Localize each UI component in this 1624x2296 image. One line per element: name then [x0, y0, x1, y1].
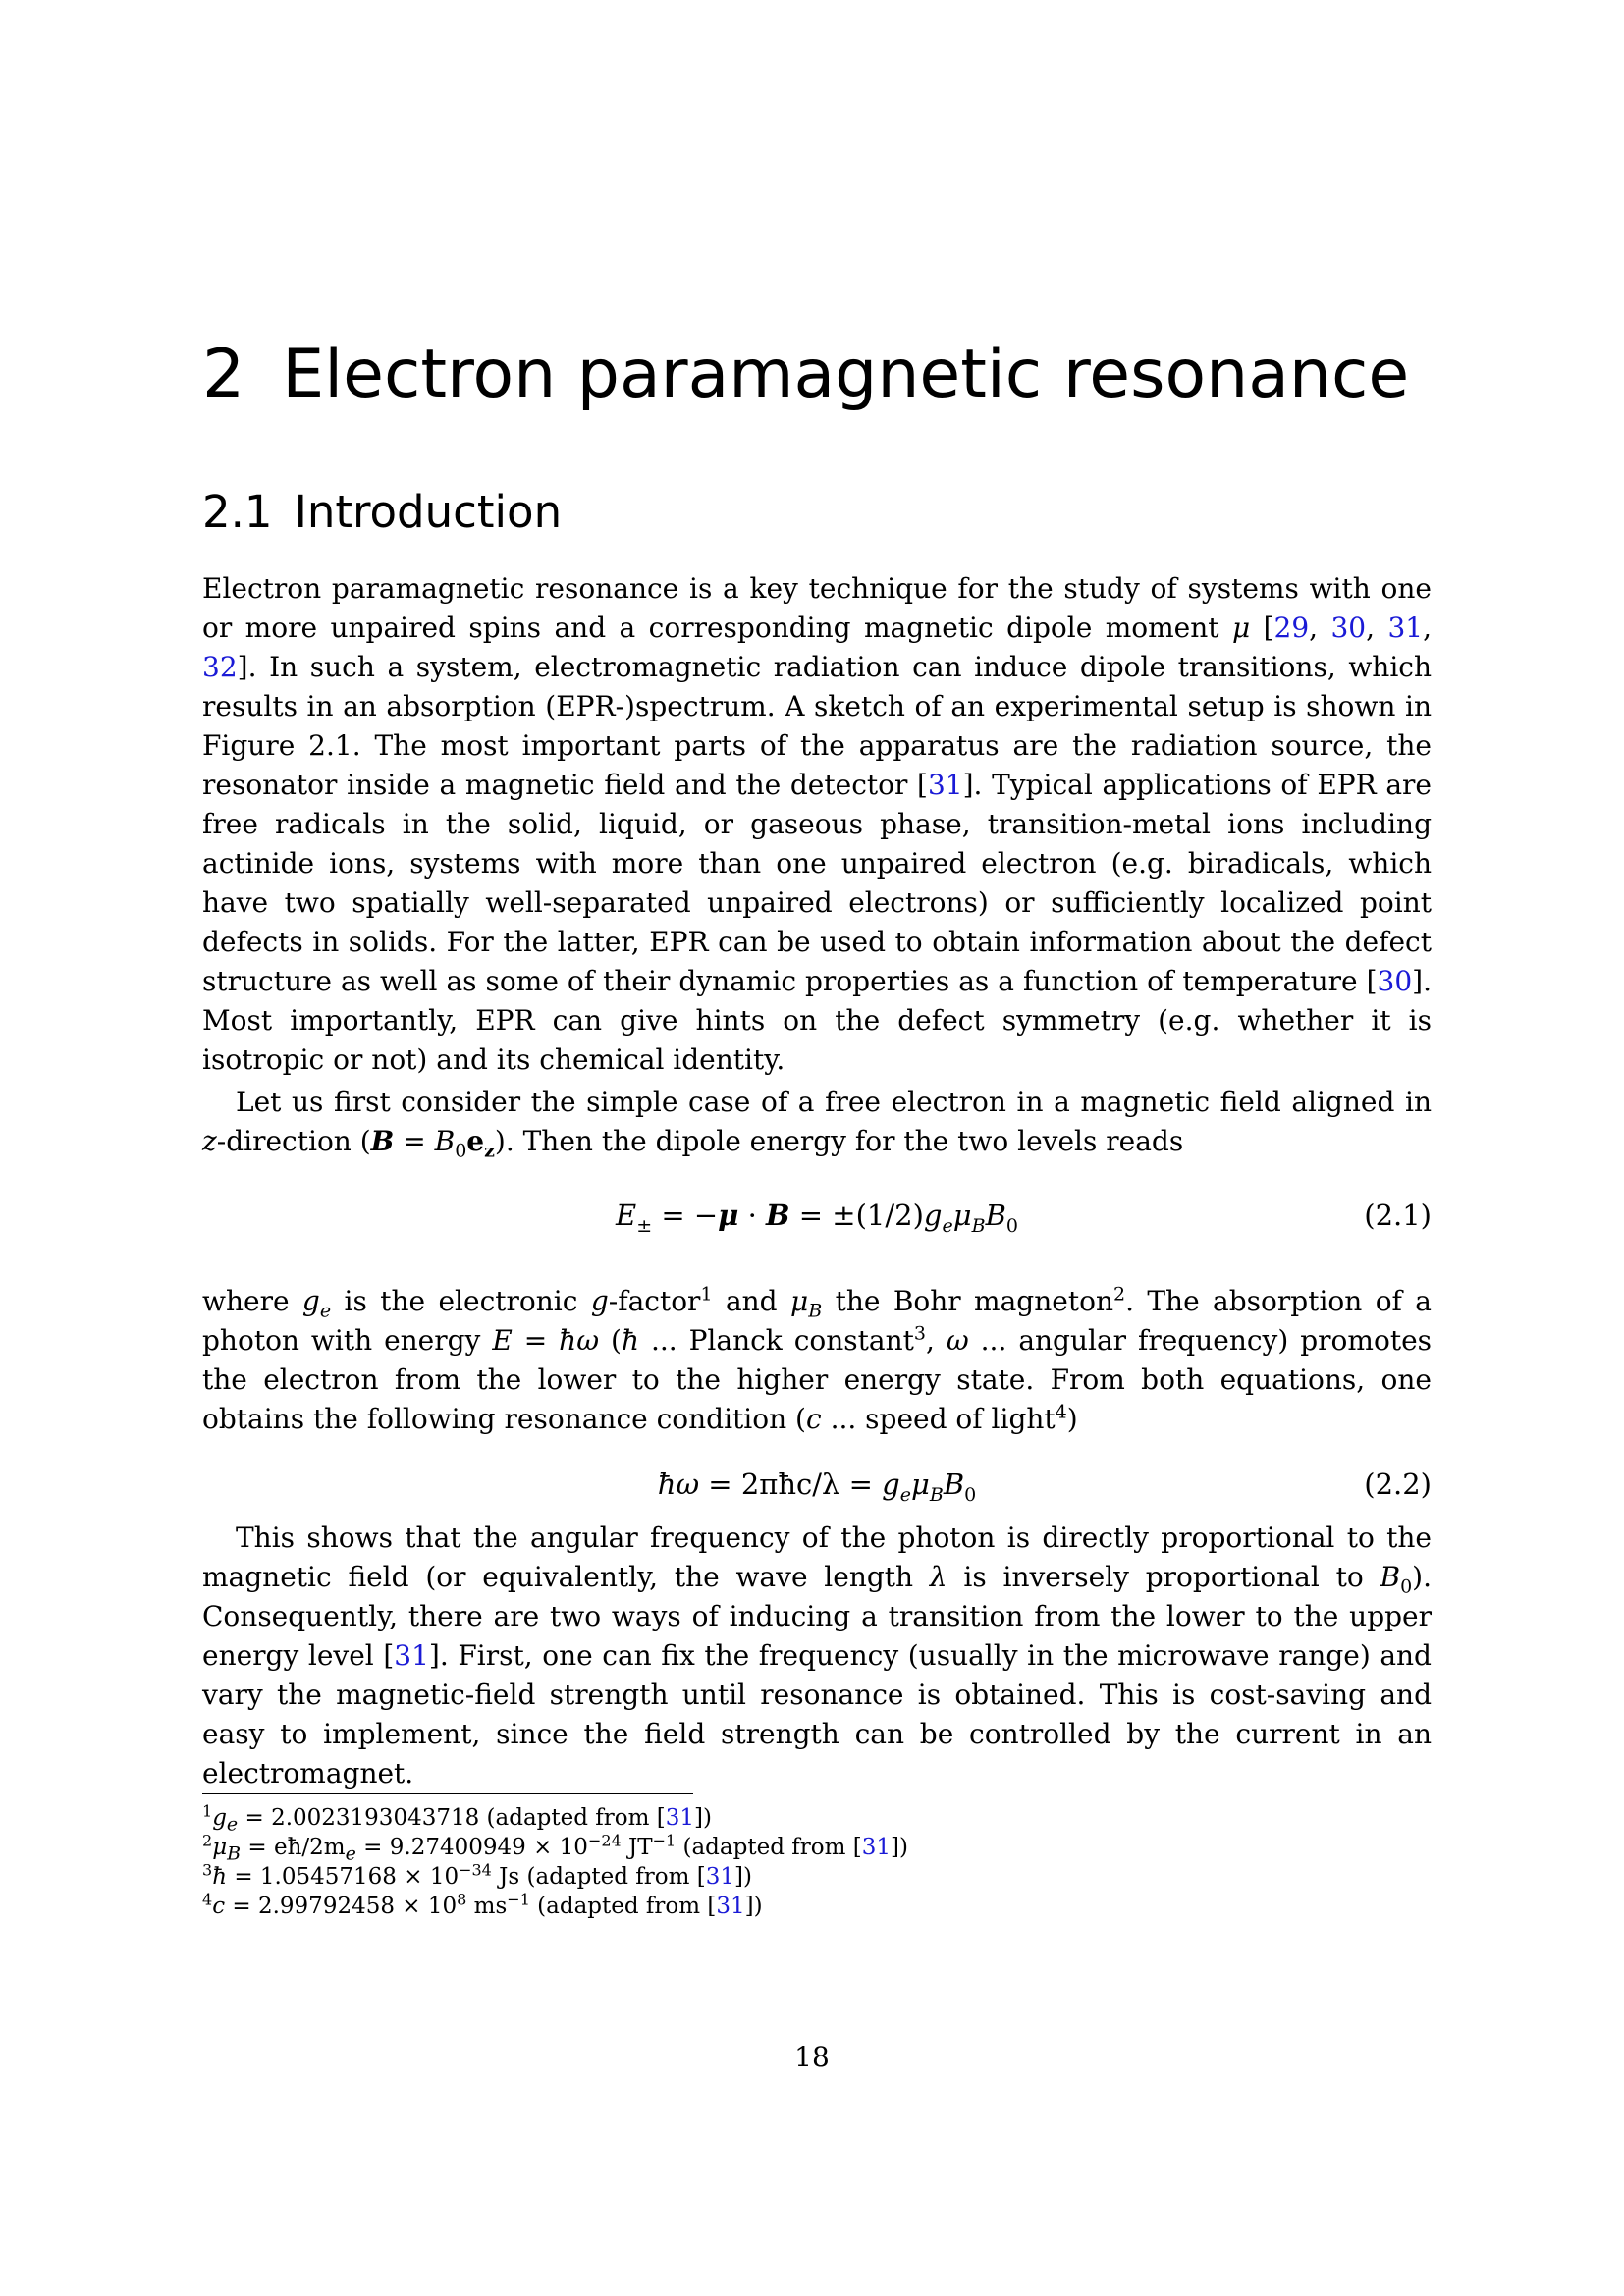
equation-body: $E_\pm = -\mu \cdot B = \pm(1/2)g_e\mu_BB_0$	[616, 1199, 1018, 1237]
equation-body: ħω = 2πħc/λ = $g_e\mu_BB_0$	[657, 1468, 977, 1506]
footnote-mark[interactable]: 1	[700, 1283, 713, 1306]
citation-link[interactable]: 31	[716, 1894, 745, 1919]
page-number: 18	[794, 2041, 830, 2073]
chapter-title	[202, 334, 1409, 416]
footnote-mark[interactable]: 4	[1055, 1401, 1067, 1423]
paragraph-4: This shows that the angular frequency of the photon is directly proportional to the magnetic field (or equivalently, the wave length λ is inversely proportional to $B_0$). Consequently, there are two ways of inducing a transition from the lower to the upper energy level [31]. First, one can fix the frequency (usually in the microwave range) and vary the magnetic-field strength until resonance is obtained. This is cost-saving and easy to implement, since the field strength can be controlled by the current in an electromagnet.	[202, 1522, 1432, 1789]
footnote-4: $^4c = 2.99792458 \times 10^8$ $ms^{-1}$ (adapted from [31])	[202, 1890, 763, 1919]
citation-link[interactable]: 31	[1387, 612, 1424, 644]
equation-number: (2.1)	[1364, 1199, 1432, 1232]
citation-link[interactable]: 32	[202, 651, 238, 683]
section-title	[202, 485, 562, 540]
paragraph-2: Let us first consider the simple case of a free electron in a magnetic field aligned in z-direction $(B = B_0e_z)$. Then the dipole energy for the two levels reads	[202, 1086, 1432, 1162]
citation-link[interactable]: 31	[705, 1864, 734, 1890]
chapter-number: 2	[202, 336, 245, 413]
footnotes	[202, 1803, 908, 1921]
citation-link[interactable]: 31	[665, 1805, 695, 1831]
paragraph-1: Electron paramagnetic resonance is a key technique for the study of systems with one or more unpaired spins and a corresponding magnetic dipole moment μ [29, 30, 31, 32]. In such a system, electromagnetic radiation can induce dipole transitions, which results in an absorption (EPR-)spectrum. A sketch of an experimental setup is shown in Figure 2.1. The most important parts of the apparatus are the radiation source, the resonator inside a magnetic field and the detector [31]. Typical applications of EPR are free radicals in the solid, liquid, or gaseous phase, transition-metal ions including actinide ions, systems with more than one unpaired electron (e.g. biradicals, which have two spatially well-separated unpaired electrons) or sufficiently localized point defects in solids. For the latter, EPR can be used to obtain information about the defect structure as well as some of their dynamic properties as a function of temperature [30]. Most importantly, EPR can give hints on the defect symmetry (e.g. whether it is isotropic or not) and its chemical identity.	[202, 572, 1433, 1076]
citation-link[interactable]: 29	[1273, 612, 1310, 644]
footnote-3: $^3$ħ = $1.05457168 \times 10^{-34}$ Js (adapted from [31])	[202, 1860, 752, 1890]
citation-link[interactable]: 31	[861, 1835, 891, 1860]
citation-link[interactable]: 31	[394, 1639, 429, 1672]
footnote-2: $^2\mu_B$ = $eħ/2m_e = 9.27400949 \times 10^{-24}$ $JT^{-1}$ (adapted from [31])	[202, 1831, 908, 1865]
equation-2-2	[202, 1463, 1432, 1506]
footnote-divider	[202, 1793, 693, 1794]
citation-link[interactable]: 31	[927, 769, 963, 801]
chapter-title-text: Electron paramagnetic resonance	[282, 336, 1410, 413]
footnote-mark[interactable]: 3	[913, 1322, 926, 1345]
equation-2-1	[202, 1194, 1432, 1237]
section-title-text: Introduction	[294, 486, 563, 538]
equation-number: (2.2)	[1364, 1468, 1432, 1501]
footnote-mark[interactable]: 2	[1112, 1283, 1126, 1306]
section-number: 2.1	[202, 486, 273, 538]
citation-link[interactable]: 30	[1330, 612, 1367, 644]
citation-link[interactable]: 30	[1377, 965, 1413, 997]
paragraph-3: where $g_e$ is the electronic g-factor$^1$ and $\mu_B$ the Bohr magneton$^2$. The absorption of a photon with energy E = ħω (ħ ... Planck constant$^3$, ω ... angular frequency) promotes the electron from the lower to the higher energy state. From both equations, one obtains the following resonance condition (c ... speed of light$^4$)	[202, 1283, 1433, 1435]
footnote-1: $^1g_e = 2.0023193043718$ (adapted from [31])	[202, 1801, 712, 1836]
